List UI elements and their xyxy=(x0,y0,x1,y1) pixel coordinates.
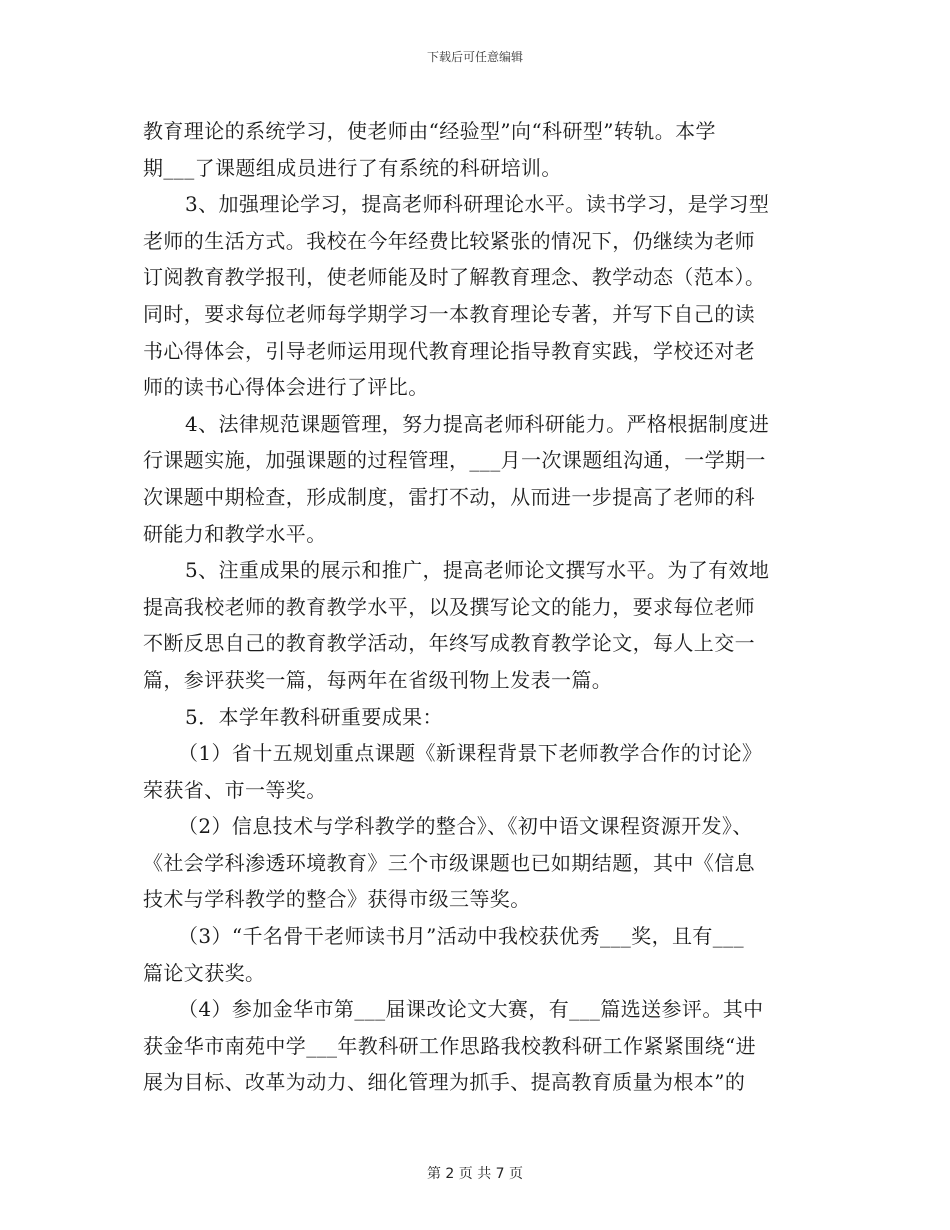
text-line: 师的读书心得体会进行了评比。 xyxy=(143,375,429,400)
text-line: 教育理论的系统学习，使老师由“经验型”向“科研型”转轨。本学 xyxy=(143,119,716,143)
text-line: 书心得体会，引导老师运用现代教育理论指导教育实践，学校还对老 xyxy=(143,338,755,363)
text-line: 提高我校老师的教育教学水平，以及撰写论文的能力，要求每位老师 xyxy=(143,594,755,619)
text-line: 荣获省、市一等奖。 xyxy=(143,777,327,802)
text-line: 3、加强理论学习，提高老师科研理论水平。读书学习，是学习型 xyxy=(185,192,770,217)
text-line: 同时，要求每位老师每学期学习一本教育理论专著，并写下自己的读 xyxy=(143,301,755,326)
text-line: 老师的生活方式。我校在今年经费比较紧张的情况下，仍继续为老师 xyxy=(143,228,755,253)
text-line: 篇，参评获奖一篇，每两年在省级刊物上发表一篇。 xyxy=(143,667,613,692)
text-line: 5．本学年教科研重要成果： xyxy=(185,704,443,729)
text-line: 篇论文获奖。 xyxy=(143,960,266,985)
text-line: （4）参加金华市第___届课改论文大赛，有___篇选送参评。其中 xyxy=(178,997,764,1022)
text-line: 期___了课题组成员进行了有系统的科研培训。 xyxy=(143,155,562,180)
document-body xyxy=(143,113,813,1101)
text-line: （3）“千名骨干老师读书月”活动中我校获优秀___奖，且有___ xyxy=(178,924,744,949)
text-line: 《社会学科渗透环境教育》三个市级课题也已如期结题，其中《信息 xyxy=(143,850,755,875)
text-line: 订阅教育教学报刊，使老师能及时了解教育理念、教学动态（范本）。 xyxy=(143,265,766,290)
text-line: 行课题实施，加强课题的过程管理，___月一次课题组沟通，一学期一 xyxy=(143,448,766,473)
text-line: 研能力和教学水平。 xyxy=(143,521,327,546)
text-line: 获金华市南苑中学___年教科研工作思路我校教科研工作紧紧围绕“进 xyxy=(143,1033,757,1058)
text-line: （1）省十五规划重点课题《新课程背景下老师教学合作的讨论》 xyxy=(178,741,763,766)
text-line: 技术与学科教学的整合》获得市级三等奖。 xyxy=(143,887,531,912)
text-line: 5、注重成果的展示和推广，提高老师论文撰写水平。为了有效地 xyxy=(185,558,770,583)
text-line: （2）信息技术与学科教学的整合》、《初中语文课程资源开发》、 xyxy=(178,814,753,839)
page-footer: 第 2 页 共 7 页 xyxy=(426,1166,524,1182)
page-header: 下载后可任意编辑 xyxy=(426,50,523,64)
text-line: 次课题中期检查，形成制度，雷打不动，从而进一步提高了老师的科 xyxy=(143,484,755,509)
text-line: 4、法律规范课题管理，努力提高老师科研能力。严格根据制度进 xyxy=(185,411,770,436)
text-line: 不断反思自己的教育教学活动，年终写成教育教学论文，每人上交一 xyxy=(143,631,755,656)
text-line: 展为目标、改革为动力、细化管理为抓手、提高教育质量为根本”的 xyxy=(143,1070,746,1095)
